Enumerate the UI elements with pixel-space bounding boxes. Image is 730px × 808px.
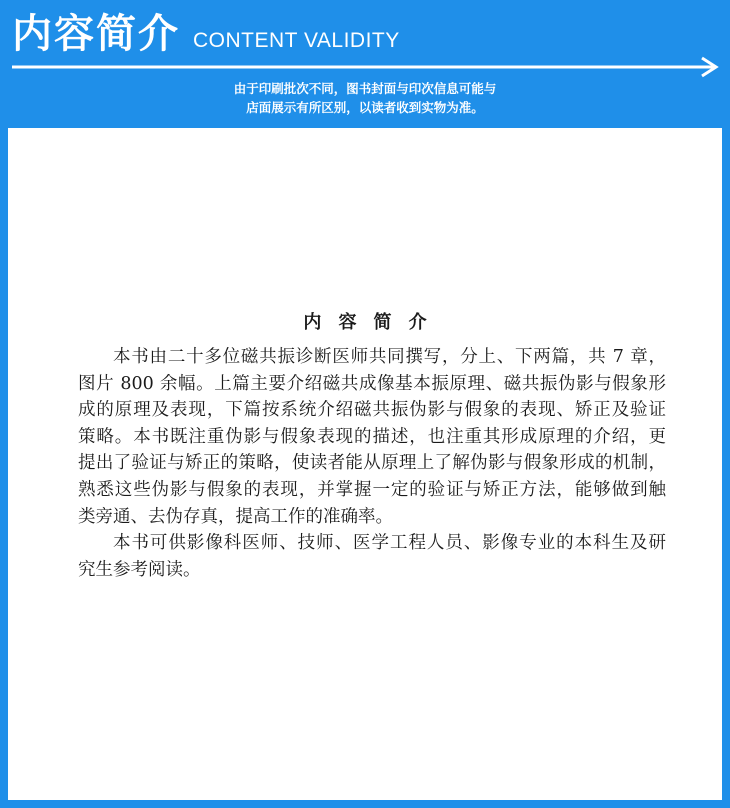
text-line: 本书由二十多位磁共振诊断医师共同撰写，分上、下两篇，共 7 章， [113,347,666,367]
text-line: 提出了验证与矫正的策略，使读者能从原理上了解伪影与假象形成的机制， [78,453,666,474]
text-line: 类旁通、去伪存真，提高工作的准确率。 [78,506,393,527]
text-line: 究生参考阅读。 [78,559,201,580]
notice-line: 由于印刷批次不同，图书封面与印次信息可能与 [233,81,497,96]
text-line: 成的原理及表现，下篇按系统介绍磁共振伪影与假象的表现、矫正及验证 [78,400,666,421]
print-batch-notice [0,79,730,117]
text-line: 熟悉这些伪影与假象的表现，并掌握一定的验证与矫正方法，能够做到触 [78,479,666,500]
section-title: 内容简介 [12,11,180,57]
arrow-right-icon [0,56,730,78]
section-title-english: CONTENT VALIDITY [193,29,400,52]
text-line: 本书可供影像科医师、技师、医学工程人员、影像专业的本科生及研 [113,533,666,554]
content-heading: 内容简介 [303,312,444,333]
text-line: 图片 800 余幅。上篇主要介绍磁共成像基本振原理、磁共振伪影与假象形 [78,373,666,394]
notice-line: 店面展示有所区别，以读者收到实物为准。 [246,100,484,115]
text-line: 策略。本书既注重伪影与假象表现的描述，也注重其形成原理的介绍，更 [78,426,666,447]
content-body [78,344,666,583]
